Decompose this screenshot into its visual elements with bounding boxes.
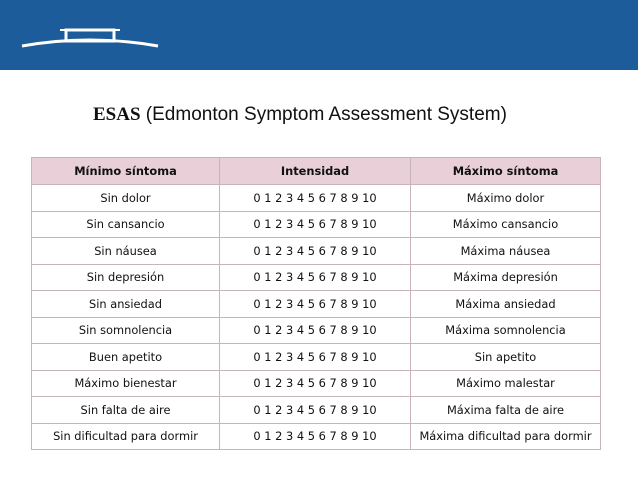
table-header-row [32, 158, 601, 185]
intensity-scale-cell: 0 1 2 3 4 5 6 7 8 9 10 [220, 238, 411, 265]
table-row [32, 317, 601, 344]
max-symptom-cell: Sin apetito [411, 344, 601, 371]
table-row [32, 238, 601, 265]
max-symptom-cell: Máxima depresión [411, 264, 601, 291]
min-symptom-cell: Sin falta de aire [32, 397, 220, 424]
title-text: (Edmonton Symptom Assessment System) [140, 104, 507, 125]
min-symptom-cell: Sin depresión [32, 264, 220, 291]
table-row [32, 370, 601, 397]
header-banner [0, 0, 638, 70]
max-symptom-cell: Máxima falta de aire [411, 397, 601, 424]
max-symptom-cell: Máximo dolor [411, 185, 601, 212]
max-symptom-cell: Máxima ansiedad [411, 291, 601, 318]
title-acronym: ESAS [93, 104, 141, 125]
intensity-scale-cell: 0 1 2 3 4 5 6 7 8 9 10 [220, 185, 411, 212]
table-row [32, 423, 601, 450]
min-symptom-cell: Sin náusea [32, 238, 220, 265]
table-row [32, 397, 601, 424]
min-symptom-cell: Sin ansiedad [32, 291, 220, 318]
min-symptom-cell: Buen apetito [32, 344, 220, 371]
min-symptom-cell: Sin dificultad para dormir [32, 423, 220, 450]
header-intensity: Intensidad [220, 158, 411, 185]
intensity-scale-cell: 0 1 2 3 4 5 6 7 8 9 10 [220, 423, 411, 450]
max-symptom-cell: Máximo cansancio [411, 211, 601, 238]
min-symptom-cell: Sin dolor [32, 185, 220, 212]
table-row [32, 291, 601, 318]
intensity-scale-cell: 0 1 2 3 4 5 6 7 8 9 10 [220, 291, 411, 318]
min-symptom-cell: Sin cansancio [32, 211, 220, 238]
header-max-symptom: Máximo síntoma [411, 158, 601, 185]
slide-title [93, 104, 507, 126]
intensity-scale-cell: 0 1 2 3 4 5 6 7 8 9 10 [220, 344, 411, 371]
table-row [32, 211, 601, 238]
intensity-scale-cell: 0 1 2 3 4 5 6 7 8 9 10 [220, 317, 411, 344]
table-row [32, 185, 601, 212]
table-row [32, 264, 601, 291]
max-symptom-cell: Máximo malestar [411, 370, 601, 397]
esas-table [31, 157, 601, 450]
min-symptom-cell: Máximo bienestar [32, 370, 220, 397]
table-row [32, 344, 601, 371]
intensity-scale-cell: 0 1 2 3 4 5 6 7 8 9 10 [220, 211, 411, 238]
logo-icon [0, 0, 200, 70]
header-min-symptom: Mínimo síntoma [32, 158, 220, 185]
max-symptom-cell: Máxima dificultad para dormir [411, 423, 601, 450]
intensity-scale-cell: 0 1 2 3 4 5 6 7 8 9 10 [220, 370, 411, 397]
max-symptom-cell: Máxima somnolencia [411, 317, 601, 344]
intensity-scale-cell: 0 1 2 3 4 5 6 7 8 9 10 [220, 264, 411, 291]
intensity-scale-cell: 0 1 2 3 4 5 6 7 8 9 10 [220, 397, 411, 424]
min-symptom-cell: Sin somnolencia [32, 317, 220, 344]
max-symptom-cell: Máxima náusea [411, 238, 601, 265]
